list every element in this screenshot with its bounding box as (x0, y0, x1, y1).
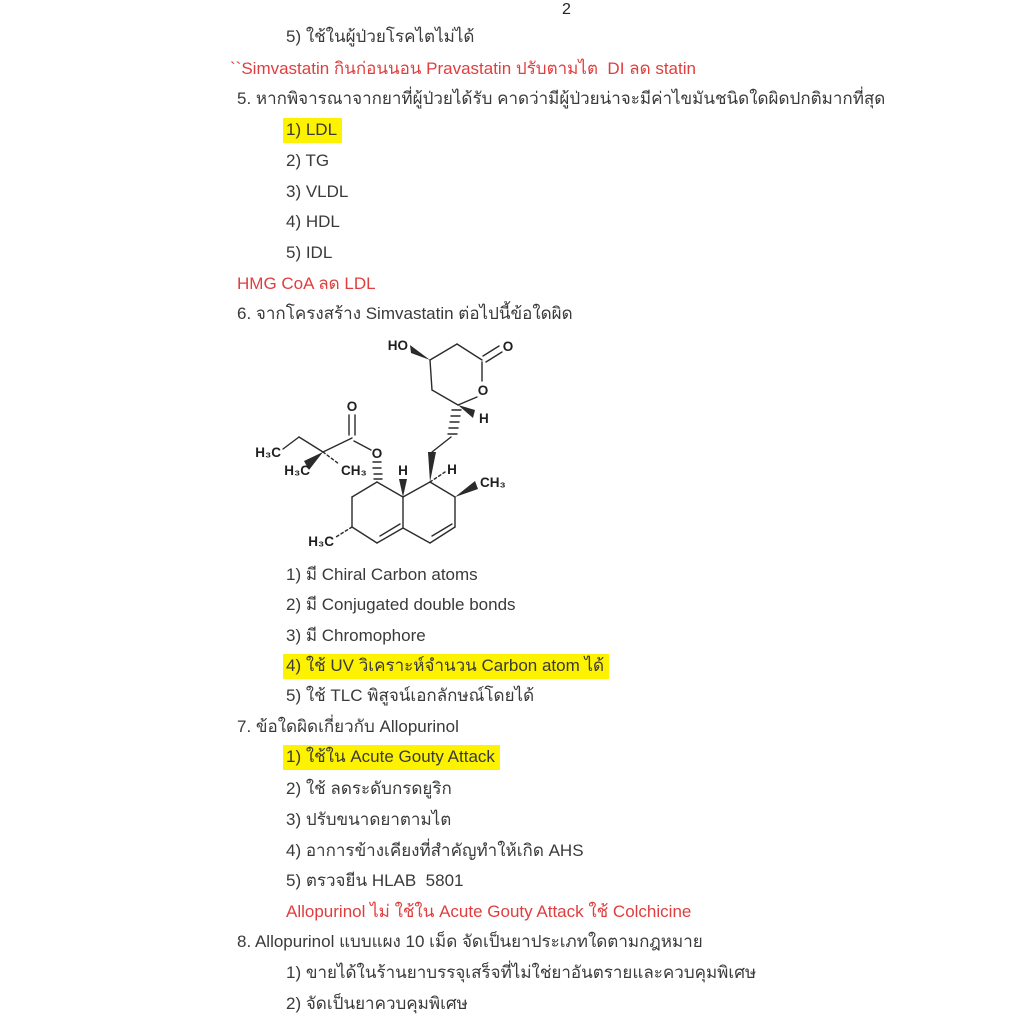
q6-option-2: 2) มี Conjugated double bonds (286, 595, 516, 614)
highlight-mark: 1) LDL (283, 118, 342, 143)
wedge-bond (399, 479, 407, 497)
q5-option-3: 3) VLDL (286, 182, 349, 201)
q6-option-5: 5) ใช้ TLC พิสูจน์เอกลักษณ์โดยได้ (286, 686, 535, 705)
ring-junction-h-left-label: H (398, 463, 408, 478)
carryover-option-5: 5) ใช้ในผู้ป่วยโรคไตไม่ได้ (286, 27, 475, 46)
q7-option-1 (286, 742, 500, 772)
question-6-stem: 6. จากโครงสร้าง Simvastatin ต่อไปนี้ข้อใดผิด (237, 304, 573, 323)
q6-option-3: 3) มี Chromophore (286, 626, 426, 645)
hydroxyl-label: HO (387, 338, 408, 353)
q6-option-4 (286, 651, 609, 681)
q5-option-5: 5) IDL (286, 243, 333, 262)
methyl-right-label: CH₃ (480, 475, 506, 490)
wedge-bond (428, 452, 436, 482)
methyl-bottom-label: H₃C (308, 534, 334, 549)
wedge-bond (410, 345, 430, 360)
highlight-mark: 1) ใช้ใน Acute Gouty Attack (283, 745, 500, 770)
q7-option-4: 4) อาการข้างเคียงที่สำคัญทำให้เกิด AHS (286, 841, 584, 860)
q8-option-2: 2) จัดเป็นยาควบคุมพิเศษ (286, 994, 468, 1013)
ring-junction-h-right-label: H (447, 462, 457, 477)
lactone-ring-oxygen-label: O (477, 383, 489, 398)
answer-note-statin: ``Simvastatin กินก่อนนอน Pravastatin ปรับตามไต DI ลด statin (230, 59, 696, 78)
q7-option-5: 5) ตรวจยีน HLAB 5801 (286, 871, 464, 890)
lactone-carbonyl-oxygen-label: O (502, 339, 514, 354)
methyl-wedge-label: H₃C (284, 463, 310, 478)
q7-option-3: 3) ปรับขนาดยาตามไต (286, 810, 452, 829)
q8-option-1: 1) ขายได้ในร้านยาบรรจุเสร็จที่ไม่ใช่ยาอันตรายและควบคุมพิเศษ (286, 963, 757, 982)
highlight-mark: 4) ใช้ UV วิเคราะห์จำนวน Carbon atom ได้ (283, 654, 609, 679)
question-7-stem: 7. ข้อใดผิดเกี่ยวกับ Allopurinol (237, 717, 459, 736)
answer-note-q5: HMG CoA ลด LDL (237, 274, 376, 293)
q6-option-1: 1) มี Chiral Carbon atoms (286, 565, 478, 584)
simvastatin-structure (250, 330, 530, 565)
q7-option-2: 2) ใช้ ลดระดับกรดยูริก (286, 779, 452, 798)
ester-oxygen-label: O (371, 446, 383, 461)
question-5-stem: 5. หากพิจารณาจากยาที่ผู้ป่วยได้รับ คาดว่ามีผู้ป่วยน่าจะมีค่าไขมันชนิดใดผิดปกติมากที่สุด (237, 89, 886, 108)
q5-option-1 (286, 115, 342, 145)
ester-carbonyl-oxygen-label: O (346, 399, 358, 414)
q5-option-2: 2) TG (286, 151, 330, 170)
lactone-h-label: H (479, 411, 489, 426)
methyl-dash-label: CH₃ (341, 463, 367, 478)
methyl-chain-label: H₃C (255, 445, 281, 460)
wedge-bond (455, 481, 478, 497)
question-8-stem: 8. Allopurinol แบบแผง 10 เม็ด จัดเป็นยาประเภทใดตามกฎหมาย (237, 932, 703, 951)
q5-option-4: 4) HDL (286, 212, 340, 231)
answer-note-q7: Allopurinol ไม่ ใช้ใน Acute Gouty Attack ใช้ Colchicine (286, 902, 692, 921)
page-number: 2 (562, 1, 571, 18)
